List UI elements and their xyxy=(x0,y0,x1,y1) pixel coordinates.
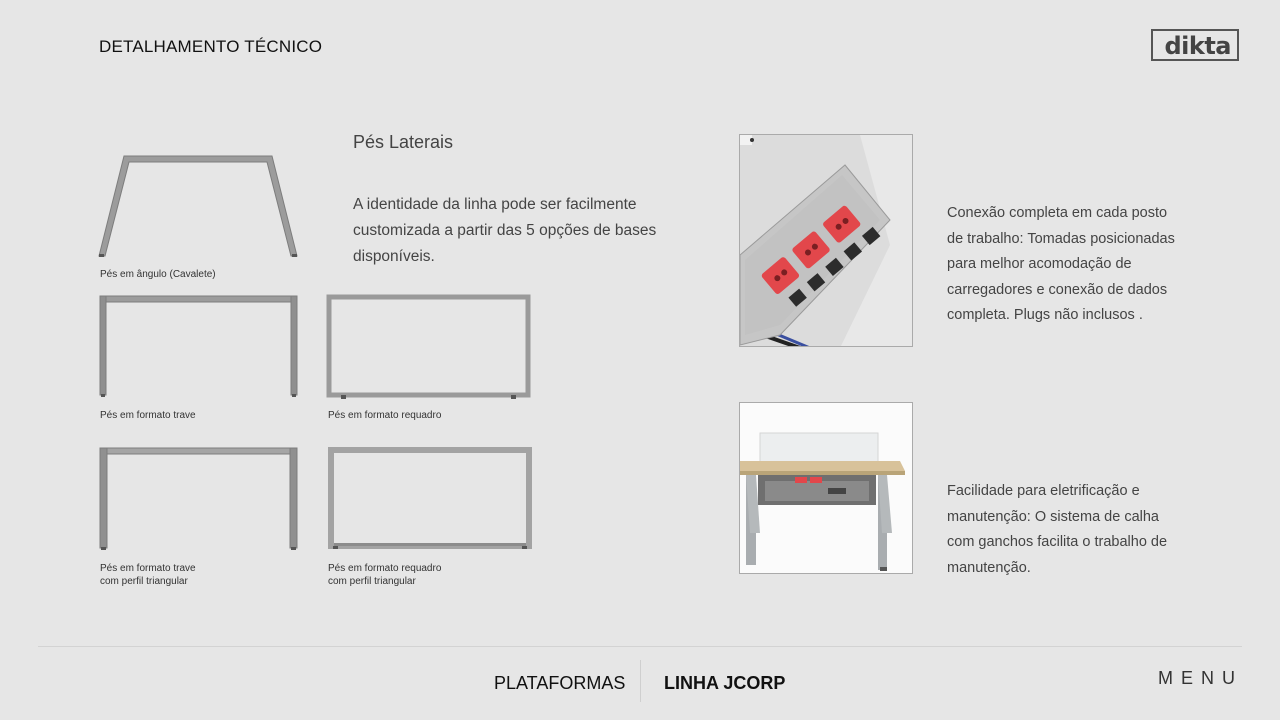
leg-caption: Pés em formato trave xyxy=(100,410,196,421)
menu-button[interactable]: MENU xyxy=(1158,668,1243,688)
section-heading: Pés Laterais xyxy=(353,132,454,152)
nav-plataformas-link[interactable]: PLATAFORMAS xyxy=(494,673,626,693)
leg-angle-illustration xyxy=(98,154,300,258)
leg-caption: Pés em formato requadro com perfil triangular xyxy=(328,563,442,587)
desk-cable-tray-illustration xyxy=(740,403,913,574)
leg-trave-illustration xyxy=(99,295,299,398)
feature-outlet-text: Conexão completa em cada posto de trabalho: Tomadas posicionadas para melhor acomodação de carregadores e conexão de dados completa. Plugs não inclusos . xyxy=(947,205,1175,323)
footer-vertical-divider xyxy=(640,660,641,702)
desk-cable-tray-photo xyxy=(739,402,913,574)
outlet-module-illustration xyxy=(740,135,913,347)
nav-linha-jcorp-link[interactable]: LINHA JCORP xyxy=(664,673,786,693)
leg-trave-triangular-illustration xyxy=(99,447,299,551)
logo-text: dikta xyxy=(1164,32,1231,60)
leg-caption: Pés em formato trave com perfil triangular xyxy=(100,563,196,587)
page-title: DETALHAMENTO TÉCNICO xyxy=(99,37,323,56)
section-description: A identidade da linha pode ser facilmente customizada a partir das 5 opções de bases disponíveis. xyxy=(353,196,657,265)
leg-requadro-triangular-illustration xyxy=(328,447,532,551)
feature-cable-tray-text: Facilidade para eletrificação e manutenção: O sistema de calha com ganchos facilita o trabalho de manutenção. xyxy=(947,483,1168,576)
outlet-module-photo xyxy=(739,134,913,347)
brand-logo[interactable] xyxy=(1151,29,1239,61)
leg-caption: Pés em ângulo (Cavalete) xyxy=(100,269,216,280)
footer-divider-line xyxy=(38,646,1242,647)
leg-requadro-illustration xyxy=(327,295,531,401)
leg-caption: Pés em formato requadro xyxy=(328,410,442,421)
